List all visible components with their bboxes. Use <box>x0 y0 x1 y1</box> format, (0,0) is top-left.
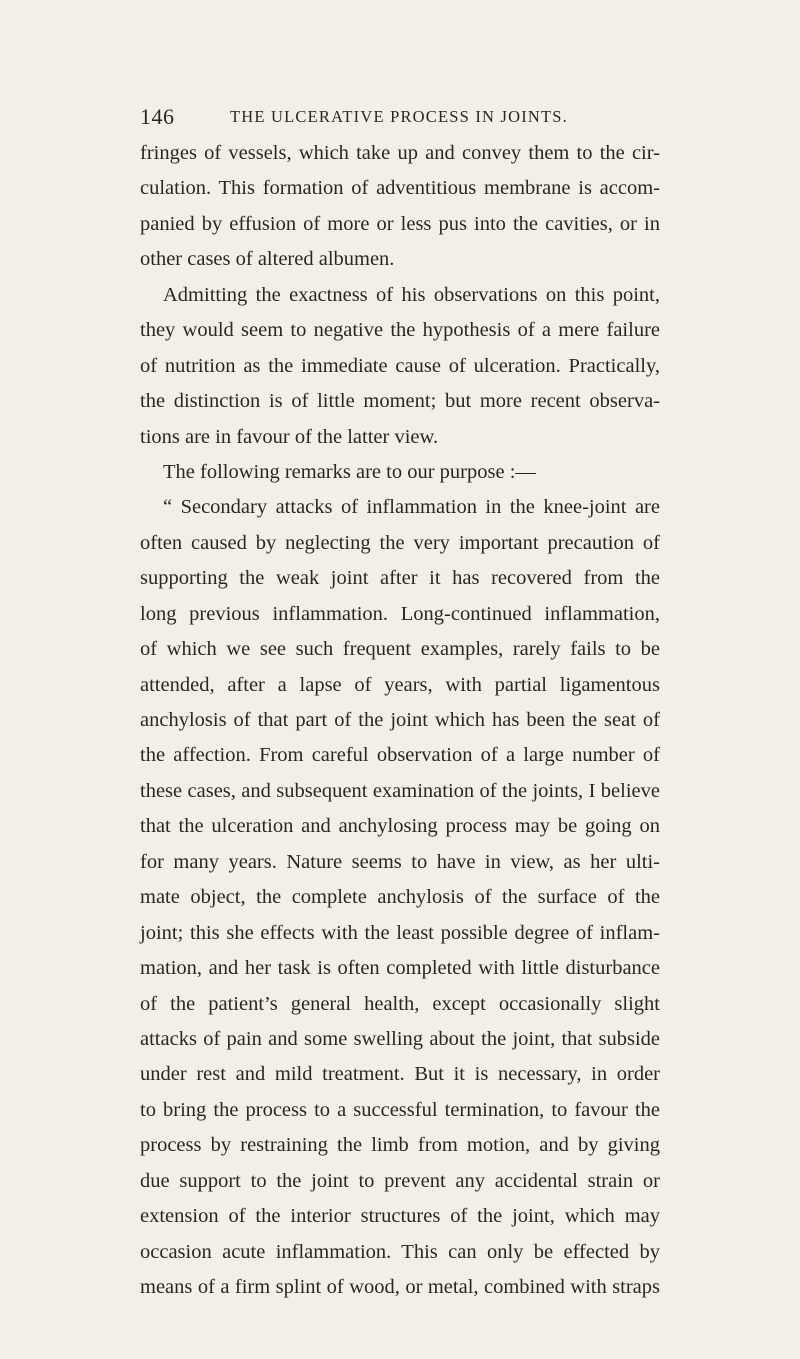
text-line: supporting the weak joint after it has recovered from the <box>140 567 660 590</box>
text-line: due support to the joint to prevent any accidental strain or <box>140 1169 660 1192</box>
page-header <box>140 104 660 134</box>
text-line: to bring the process to a successful termination, to favour the <box>140 1098 660 1121</box>
text-line: long previous inflammation. Long-continued inflammation, <box>140 602 660 625</box>
text-line: “ Secondary attacks of inflammation in the knee-joint are <box>163 496 660 519</box>
text-line: other cases of altered albumen. <box>140 248 395 271</box>
text-line: the affection. From careful observation of a large number of <box>140 744 660 767</box>
text-line: extension of the interior structures of the joint, which may <box>140 1205 660 1228</box>
body-text <box>140 136 660 1305</box>
running-head: THE ULCERATIVE PROCESS IN JOINTS. <box>230 107 568 126</box>
text-line: of the patient’s general health, except occasionally slight <box>140 992 660 1015</box>
text-line: that the ulceration and anchylosing process may be going on <box>140 815 660 838</box>
text-line: Admitting the exactness of his observations on this point, <box>163 283 660 306</box>
text-line: of which we see such frequent examples, rarely fails to be <box>140 638 660 661</box>
text-line: the distinction is of little moment; but more recent observa- <box>140 390 660 413</box>
text-line: attended, after a lapse of years, with partial ligamentous <box>140 673 660 696</box>
text-line: mation, and her task is often completed with little disturbance <box>140 957 660 980</box>
text-line: culation. This formation of adventitious membrane is accom- <box>140 177 660 200</box>
text-line: means of a firm splint of wood, or metal, combined with straps <box>140 1276 660 1298</box>
text-line: process by restraining the limb from motion, and by giving <box>140 1134 660 1157</box>
text-line: they would seem to negative the hypothesis of a mere failure <box>140 319 660 342</box>
text-line: mate object, the complete anchylosis of the surface of the <box>140 886 660 909</box>
text-line: tions are in favour of the latter view. <box>140 425 439 448</box>
text-line: anchylosis of that part of the joint which has been the seat of <box>140 709 660 731</box>
text-line: often caused by neglecting the very important precaution of <box>140 531 660 554</box>
text-line: for many years. Nature seems to have in view, as her ulti- <box>140 850 660 873</box>
text-line: attacks of pain and some swelling about the joint, that subside <box>140 1027 660 1050</box>
text-line: panied by effusion of more or less pus into the cavities, or in <box>140 212 660 235</box>
text-line: occasion acute inflammation. This can only be effected by <box>140 1240 660 1263</box>
text-line: The following remarks are to our purpose :— <box>163 460 536 483</box>
text-line: these cases, and subsequent examination of the joints, I believe <box>140 779 660 802</box>
page-number: 146 <box>140 104 175 129</box>
text-line: under rest and mild treatment. But it is necessary, in order <box>140 1063 660 1086</box>
text-line: joint; this she effects with the least possible degree of inflam- <box>140 921 660 944</box>
text-line: fringes of vessels, which take up and convey them to the cir- <box>140 142 660 164</box>
text-line: of nutrition as the immediate cause of ulceration. Practically, <box>140 354 660 377</box>
